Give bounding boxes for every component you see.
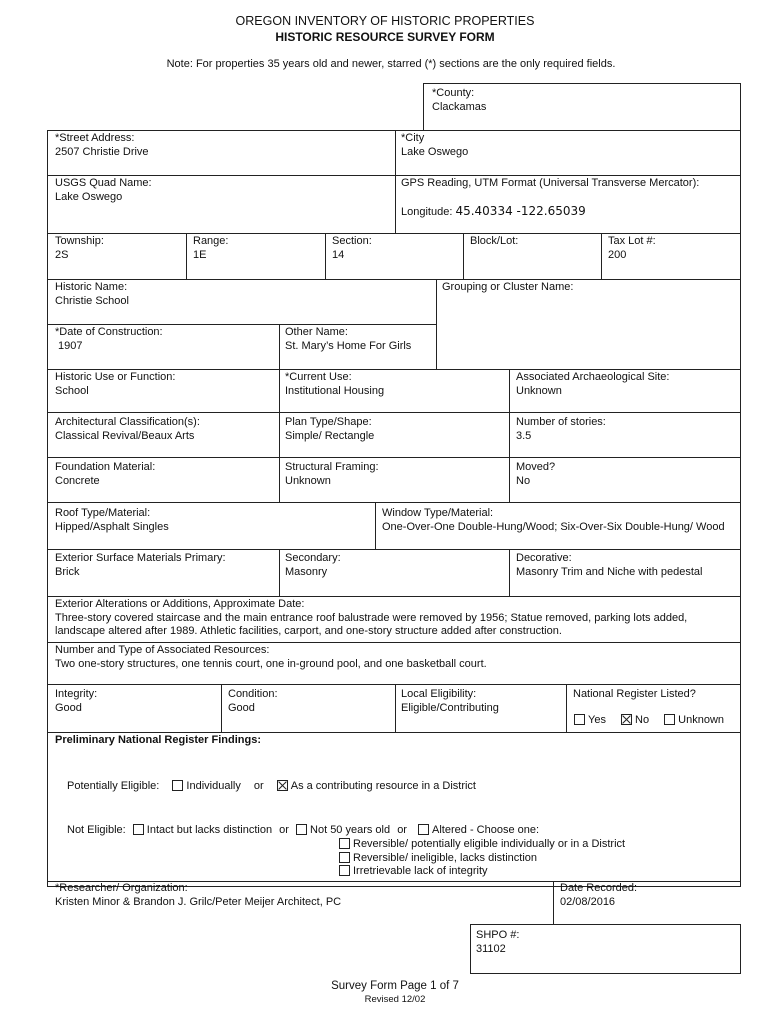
- integrity-value: Good: [55, 701, 82, 714]
- plan-type-field[interactable]: [285, 416, 374, 443]
- integrity-label: Integrity:: [55, 688, 98, 700]
- longitude-label: Longitude:: [401, 206, 453, 218]
- section-value: 14: [332, 248, 345, 261]
- alterations-field[interactable]: [55, 598, 735, 639]
- section-label: Section:: [332, 235, 372, 247]
- date-recorded-label: Date Recorded:: [560, 882, 638, 894]
- reversible-potential-option[interactable]: [339, 838, 625, 852]
- contributing-checkbox[interactable]: [277, 780, 288, 791]
- intact-option[interactable]: [133, 824, 272, 836]
- secondary-value: Masonry: [285, 565, 328, 578]
- tax-lot-value: 200: [608, 248, 627, 261]
- contributing-option[interactable]: [277, 780, 476, 792]
- arch-class-value: Classical Revival/Beaux Arts: [55, 429, 195, 442]
- condition-value: Good: [228, 701, 255, 714]
- altered-label: Altered - Choose one:: [432, 824, 540, 836]
- findings-title: Preliminary National Register Findings:: [55, 734, 261, 746]
- decorative-label: Decorative:: [516, 552, 572, 564]
- tax-lot-field[interactable]: [608, 235, 656, 262]
- historic-use-field[interactable]: [55, 371, 175, 398]
- nr-unknown-checkbox[interactable]: [664, 714, 675, 725]
- historic-name-value: Christie School: [55, 294, 129, 307]
- street-address-field[interactable]: [55, 132, 149, 159]
- not-eligible-row: [67, 824, 539, 838]
- usgs-quad-field[interactable]: [55, 177, 152, 204]
- framing-field[interactable]: [285, 461, 379, 488]
- moved-label: Moved?: [516, 461, 556, 473]
- city-field[interactable]: [401, 132, 468, 159]
- foundation-value: Concrete: [55, 474, 100, 487]
- shpo-value: 31102: [476, 942, 506, 955]
- gps-label: GPS Reading, UTM Format (Universal Transverse Mercator):: [401, 177, 700, 189]
- tax-lot-label: Tax Lot #:: [608, 235, 656, 247]
- potentially-eligible-row: [67, 780, 476, 794]
- not50-label: Not 50 years old: [310, 824, 391, 836]
- longitude-field[interactable]: [401, 205, 586, 220]
- shpo-field[interactable]: [476, 929, 519, 956]
- contributing-label: As a contributing resource in a District: [290, 780, 476, 792]
- current-use-value: Institutional Housing: [285, 384, 385, 397]
- page-number: Survey Form Page 1 of 7: [331, 980, 459, 992]
- or-text-1: or: [253, 780, 264, 792]
- date-construction-value: 1907: [55, 339, 83, 352]
- not50-option[interactable]: [296, 824, 390, 836]
- local-eligibility-label: Local Eligibility:: [401, 688, 477, 700]
- irretrievable-checkbox[interactable]: [339, 865, 350, 876]
- nr-listed-options: [574, 714, 724, 728]
- local-eligibility-field[interactable]: [401, 688, 499, 715]
- historic-use-value: School: [55, 384, 89, 397]
- archaeological-site-value: Unknown: [516, 384, 562, 397]
- altered-checkbox[interactable]: [418, 824, 429, 835]
- alterations-value: Three-story covered staircase and the main entrance roof balustrade were removed by 1956; Statue removed, parking lots added, landscape altered after 1989. Athletic facilities, carport, and one-story structure added after construction.: [55, 611, 688, 637]
- window-field[interactable]: [382, 507, 732, 534]
- decorative-value: Masonry Trim and Niche with pedestal: [516, 565, 703, 578]
- framing-label: Structural Framing:: [285, 461, 379, 473]
- usgs-quad-label: USGS Quad Name:: [55, 177, 152, 189]
- nr-listed-field: [573, 688, 696, 702]
- other-name-value: St. Mary’s Home For Girls: [285, 339, 412, 352]
- date-construction-label: *Date of Construction:: [55, 326, 163, 338]
- gps-field[interactable]: [401, 177, 699, 191]
- range-field[interactable]: [193, 235, 228, 262]
- roof-label: Roof Type/Material:: [55, 507, 151, 519]
- nr-unknown-label: Unknown: [678, 714, 724, 726]
- exterior-primary-value: Brick: [55, 565, 80, 578]
- or-text-3: or: [397, 824, 407, 836]
- city-value: Lake Oswego: [401, 145, 469, 158]
- secondary-label: Secondary:: [285, 552, 341, 564]
- integrity-field[interactable]: [55, 688, 97, 715]
- not50-checkbox[interactable]: [296, 824, 307, 835]
- resources-label: Number and Type of Associated Resources:: [55, 644, 270, 656]
- exterior-primary-field[interactable]: [55, 552, 226, 579]
- range-label: Range:: [193, 235, 229, 247]
- researcher-field[interactable]: [55, 882, 341, 909]
- section-field[interactable]: [332, 235, 372, 262]
- individually-checkbox[interactable]: [172, 780, 183, 791]
- street-address-value: 2507 Christie Drive: [55, 145, 149, 158]
- researcher-value: Kristen Minor & Brandon J. Grilc/Peter Meijer Architect, PC: [55, 895, 342, 908]
- county-field[interactable]: [432, 87, 486, 114]
- form-note: Note: For properties 35 years old and newer, starred (*) sections are the only required fields.: [166, 58, 616, 70]
- window-value: One-Over-One Double-Hung/Wood; Six-Over-Six Double-Hung/ Wood: [382, 520, 725, 533]
- longitude-value: 45.40334 -122.65039: [455, 204, 586, 218]
- township-value: 2S: [55, 248, 69, 261]
- other-name-field[interactable]: [285, 326, 411, 353]
- reversible-potential-checkbox[interactable]: [339, 838, 350, 849]
- roof-value: Hipped/Asphalt Singles: [55, 520, 169, 533]
- resources-value: Two one-story structures, one tennis court, one in-ground pool, and one basketball court.: [55, 657, 487, 670]
- county-value: Clackamas: [432, 100, 487, 113]
- nr-listed-label: National Register Listed?: [573, 688, 696, 700]
- township-label: Township:: [55, 235, 104, 247]
- alterations-label: Exterior Alterations or Additions, Approximate Date:: [55, 598, 305, 610]
- date-recorded-value: 02/08/2016: [560, 895, 616, 908]
- condition-field[interactable]: [228, 688, 278, 715]
- decorative-field[interactable]: [516, 552, 702, 579]
- historic-name-field[interactable]: [55, 281, 129, 308]
- nr-yes-label: Yes: [588, 714, 606, 726]
- historic-use-label: Historic Use or Function:: [55, 371, 176, 383]
- nr-yes-option[interactable]: [574, 714, 606, 726]
- arch-class-label: Architectural Classification(s):: [55, 416, 200, 428]
- altered-suboptions: [339, 838, 625, 879]
- reversible-ineligible-label: Reversible/ ineligible, lacks distinction: [353, 851, 538, 864]
- irretrievable-label: Irretrievable lack of integrity: [353, 865, 488, 877]
- county-label: *County:: [432, 87, 475, 99]
- stories-value: 3.5: [516, 429, 532, 442]
- grouping-field[interactable]: [442, 281, 573, 295]
- nr-no-checkbox[interactable]: [621, 714, 632, 725]
- nr-yes-checkbox[interactable]: [574, 714, 585, 725]
- range-value: 1E: [193, 248, 207, 261]
- secondary-field[interactable]: [285, 552, 341, 579]
- framing-value: Unknown: [285, 474, 331, 487]
- moved-field[interactable]: [516, 461, 555, 488]
- foundation-label: Foundation Material:: [55, 461, 156, 473]
- block-lot-label: Block/Lot:: [470, 235, 519, 247]
- stories-field[interactable]: [516, 416, 606, 443]
- reversible-potential-label: Reversible/ potentially eligible individually or in a District: [353, 838, 626, 850]
- stories-label: Number of stories:: [516, 416, 606, 428]
- condition-label: Condition:: [228, 688, 278, 700]
- other-name-label: Other Name:: [285, 326, 348, 338]
- date-recorded-field[interactable]: [560, 882, 637, 909]
- resources-field[interactable]: [55, 644, 735, 671]
- block-lot-field[interactable]: [470, 235, 518, 249]
- revision-note: Revised 12/02: [364, 994, 426, 1005]
- altered-option[interactable]: [418, 824, 539, 836]
- arch-class-field[interactable]: [55, 416, 200, 443]
- street-address-label: *Street Address:: [55, 132, 135, 144]
- exterior-primary-label: Exterior Surface Materials Primary:: [55, 552, 226, 564]
- foundation-field[interactable]: [55, 461, 155, 488]
- intact-checkbox[interactable]: [133, 824, 144, 835]
- individually-label: Individually: [186, 780, 241, 792]
- window-label: Window Type/Material:: [382, 507, 494, 519]
- archaeological-site-field[interactable]: [516, 371, 669, 398]
- potentially-eligible-label: Potentially Eligible:: [67, 780, 160, 792]
- or-text-2: or: [279, 824, 289, 836]
- intact-label: Intact but lacks distinction: [146, 824, 273, 836]
- nr-no-label: No: [635, 714, 650, 726]
- city-label: *City: [401, 132, 425, 144]
- not-eligible-label: Not Eligible:: [67, 824, 126, 836]
- moved-value: No: [516, 474, 531, 487]
- reversible-ineligible-option[interactable]: [339, 852, 625, 866]
- researcher-label: *Researcher/ Organization:: [55, 882, 188, 894]
- current-use-field[interactable]: [285, 371, 384, 398]
- roof-field[interactable]: [55, 507, 169, 534]
- shpo-label: SHPO #:: [476, 929, 520, 941]
- plan-type-label: Plan Type/Shape:: [285, 416, 372, 428]
- date-construction-field[interactable]: [55, 326, 163, 353]
- form-agency-title: OREGON INVENTORY OF HISTORIC PROPERTIES: [235, 14, 535, 28]
- nr-unknown-option[interactable]: [664, 714, 724, 726]
- reversible-ineligible-checkbox[interactable]: [339, 852, 350, 863]
- usgs-quad-value: Lake Oswego: [55, 190, 123, 203]
- individually-option[interactable]: [172, 780, 240, 792]
- form-title: HISTORIC RESOURCE SURVEY FORM: [275, 30, 495, 44]
- nr-no-option[interactable]: [621, 714, 649, 726]
- archaeological-site-label: Associated Archaeological Site:: [516, 371, 670, 383]
- grouping-label: Grouping or Cluster Name:: [442, 281, 574, 293]
- plan-type-value: Simple/ Rectangle: [285, 429, 375, 442]
- township-field[interactable]: [55, 235, 104, 262]
- current-use-label: *Current Use:: [285, 371, 352, 383]
- irretrievable-option[interactable]: [339, 865, 625, 879]
- local-eligibility-value: Eligible/Contributing: [401, 701, 499, 714]
- historic-name-label: Historic Name:: [55, 281, 128, 293]
